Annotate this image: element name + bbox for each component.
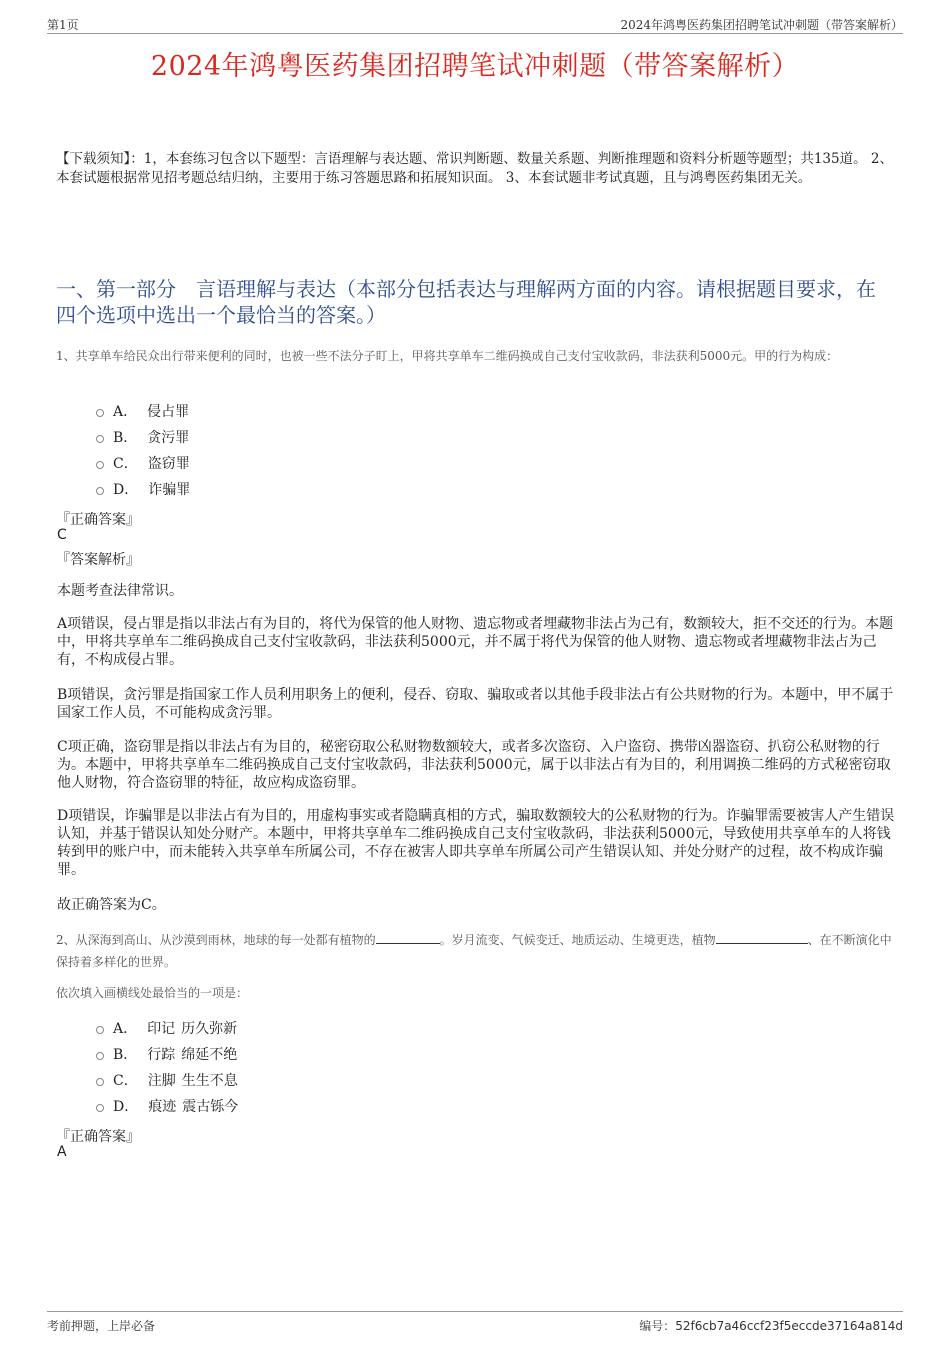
header-doc-title: 2024年鸿粤医药集团招聘笔试冲刺题（带答案解析）	[620, 18, 903, 32]
radio-icon[interactable]	[96, 1026, 104, 1034]
question-2-options	[96, 1015, 238, 1119]
page-number: 第1页	[47, 18, 79, 32]
option-c[interactable]: C． 盗窃罪	[96, 450, 190, 476]
fill-blank-1[interactable]	[376, 931, 440, 944]
analysis-option-d: D项错误，诈骗罪是以非法占有为目的，用虚构事实或者隐瞒真相的方式，骗取数额较大的公私财物的行为。诈骗罪需要被害人产生错误认知，并基于错误认知处分财产。本题中，甲将共享单车二维码换成自己支付宝收款码，非法获利5000元，导致使用共享单车的人将钱转到甲的账户中，而未能转入共享单车所属公司，不存在被害人即共享单车所属公司产生错误认知、并处分财产的过程，故不构成诈骗罪。	[57, 808, 895, 878]
analysis-option-b: B项错误，贪污罪是指国家工作人员利用职务上的便利，侵吞、窃取、骗取或者以其他手段非法占有公共财物的行为。本题中，甲不属于国家工作人员，不可能构成贪污罪。	[57, 687, 894, 721]
download-notice: 【下载须知】：1，本套练习包含以下题型：言语理解与表达题、常识判断题、数量关系题、判断推理题和资料分析题等题型；共135道。 2、本套试题根据常见招考题总结归纳，主要用于练习答题思路和拓展知识面。 3、本套试题非考试真题，且与鸿粤医药集团无关。	[56, 151, 893, 186]
answer-value: C	[57, 527, 67, 543]
analysis-label: 『答案解析』	[56, 552, 140, 568]
radio-icon[interactable]	[96, 409, 104, 417]
answer-label: 『正确答案』	[56, 512, 140, 528]
radio-icon[interactable]	[96, 1104, 104, 1112]
option-c[interactable]: C． 注脚 生生不息	[96, 1067, 238, 1093]
question-2-instruction: 依次填入画横线处最恰当的一项是：	[56, 986, 249, 1000]
option-d[interactable]: D． 诈骗罪	[96, 476, 190, 502]
option-d[interactable]: D． 痕迹 震古铄今	[96, 1093, 238, 1119]
option-b[interactable]: B． 行踪 绵延不绝	[96, 1041, 238, 1067]
radio-icon[interactable]	[96, 1052, 104, 1060]
analysis-option-c: C项正确，盗窃罪是指以非法占有为目的，秘密窃取公私财物数额较大，或者多次盗窃、入户盗窃、携带凶器盗窃、扒窃公私财物的行为。本题中，甲将共享单车二维码换成自己支付宝收款码，非法获利5000元，属于以非法占有为目的，利用调换二维码的方式秘密窃取他人财物，符合盗窃罪的特征，故应构成盗窃罪。	[57, 739, 891, 791]
analysis-conclusion: 故正确答案为C。	[57, 897, 166, 913]
analysis-intro: 本题考查法律常识。	[57, 583, 183, 599]
option-a[interactable]: A． 印记 历久弥新	[96, 1015, 238, 1041]
fill-blank-2[interactable]	[716, 931, 808, 944]
footer-code: 编号：52f6cb7a46ccf23f5eccde37164a814d	[639, 1319, 903, 1333]
analysis-option-a: A项错误，侵占罪是指以非法占有为目的，将代为保管的他人财物、遗忘物或者埋藏物非法占为己有，数额较大，拒不交还的行为。本题中，甲将共享单车二维码换成自己支付宝收款码，非法获利5000元，并不属于将代为保管的他人财物、遗忘物或者埋藏物非法占为己有，不构成侵占罪。	[57, 616, 894, 668]
option-a[interactable]: A． 侵占罪	[96, 398, 190, 424]
question-2-stem: 2、从深海到高山、从沙漠到雨林，地球的每一处都有植物的 。岁月流变、气候变迁、地质运动、生境更迭，植物 、在不断演化中保持着多样化的世界。	[56, 933, 892, 969]
page-header	[47, 15, 903, 34]
page-title: 2024年鸿粤医药集团招聘笔试冲刺题（带答案解析）	[150, 51, 800, 82]
radio-icon[interactable]	[96, 487, 104, 495]
question-1-stem: 1、共享单车给民众出行带来便利的同时，也被一些不法分子盯上，甲将共享单车二维码换成自己支付宝收款码，非法获利5000元。甲的行为构成：	[56, 349, 839, 363]
option-b[interactable]: B． 贪污罪	[96, 424, 190, 450]
footer-slogan: 考前押题，上岸必备	[47, 1319, 156, 1333]
page-footer	[47, 1311, 903, 1334]
question-1-options	[96, 398, 190, 502]
radio-icon[interactable]	[96, 461, 104, 469]
answer-label: 『正确答案』	[56, 1129, 140, 1145]
section-heading: 一、第一部分 言语理解与表达（本部分包括表达与理解两方面的内容。请根据题目要求，在四个选项中选出一个最恰当的答案。）	[56, 277, 876, 327]
radio-icon[interactable]	[96, 435, 104, 443]
radio-icon[interactable]	[96, 1078, 104, 1086]
answer-value: A	[57, 1144, 67, 1160]
